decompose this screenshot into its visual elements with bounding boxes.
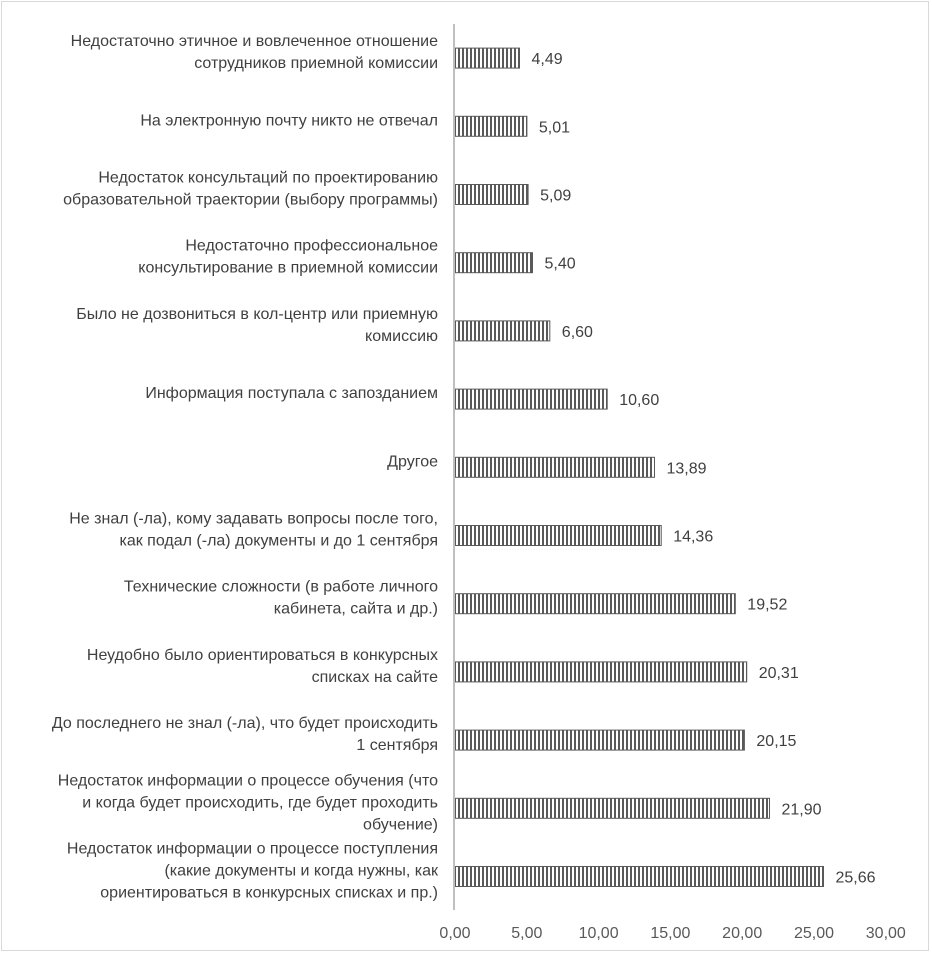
bar-3 bbox=[455, 185, 528, 205]
category-label-2 bbox=[140, 112, 438, 129]
category-label-7 bbox=[387, 453, 438, 470]
category-label-line: Другое bbox=[387, 453, 438, 471]
value-label-3: 5,09 bbox=[540, 187, 572, 205]
category-label-13 bbox=[67, 841, 439, 902]
value-label-13: 25,66 bbox=[835, 869, 876, 887]
category-label-1 bbox=[71, 33, 438, 72]
bar-1 bbox=[455, 48, 520, 68]
category-label-line: образовательной траектории (выбору программы) bbox=[63, 191, 438, 209]
bars-group bbox=[455, 48, 824, 886]
category-label-6 bbox=[145, 385, 438, 402]
category-label-10 bbox=[87, 647, 438, 686]
category-label-line: Неудобно было ориентироваться в конкурсных bbox=[86, 646, 438, 664]
category-label-line: Было не дозвониться в кол-центр или приемную bbox=[76, 305, 438, 323]
category-label-line: Информация поступала с запозданием bbox=[145, 385, 438, 403]
bar-2 bbox=[455, 116, 527, 136]
category-label-9 bbox=[124, 579, 438, 618]
category-label-line: До последнего не знал (-ла), что будет происходить bbox=[51, 715, 438, 733]
x-tick-label-1: 5,00 bbox=[511, 925, 543, 942]
category-label-line: Технические сложности (в работе личного bbox=[123, 578, 438, 596]
value-label-10: 20,31 bbox=[758, 664, 799, 682]
value-label-1: 4,49 bbox=[531, 51, 563, 69]
value-label-2: 5,01 bbox=[538, 119, 571, 137]
bar-6 bbox=[455, 389, 607, 409]
chart-area bbox=[1, 1, 929, 951]
bar-11 bbox=[455, 730, 744, 750]
bar-5 bbox=[455, 321, 550, 341]
category-label-line: Недостаточно профессиональное bbox=[185, 237, 438, 255]
bar-chart bbox=[2, 2, 932, 954]
category-label-11 bbox=[52, 715, 438, 754]
bar-12 bbox=[455, 798, 770, 818]
x-tick-label-3: 15,00 bbox=[650, 925, 691, 942]
category-label-line: Недостаток консультаций по проектированию bbox=[98, 169, 438, 187]
category-label-line: консультирование в приемной комиссии bbox=[138, 259, 438, 277]
category-label-line: списках на сайте bbox=[311, 668, 438, 686]
category-label-3 bbox=[63, 170, 438, 209]
x-tick-label-2: 10,00 bbox=[578, 925, 619, 942]
x-tick-label-5: 25,00 bbox=[793, 925, 835, 942]
category-label-line: ориентироваться в конкурсных списках и пр.) bbox=[100, 884, 438, 902]
category-label-line: (какие документы и когда нужны, как bbox=[164, 862, 438, 880]
bar-13 bbox=[455, 867, 824, 887]
x-tick-label-6: 30,00 bbox=[865, 925, 906, 942]
category-label-line: На электронную почту никто не отвечал bbox=[140, 112, 438, 130]
bar-10 bbox=[455, 662, 747, 682]
category-label-5 bbox=[76, 306, 438, 345]
category-label-line: Недостаток информации о процессе обучения (что bbox=[57, 772, 438, 790]
category-labels-group bbox=[52, 33, 439, 901]
x-tick-label-4: 20,00 bbox=[722, 925, 763, 942]
bar-8 bbox=[455, 526, 661, 546]
value-label-7: 13,89 bbox=[666, 460, 707, 478]
value-label-12: 21,90 bbox=[781, 801, 822, 819]
category-label-line: сотрудников приемной комиссии bbox=[194, 55, 438, 73]
bar-9 bbox=[455, 594, 735, 614]
category-label-4 bbox=[138, 238, 438, 277]
category-label-12 bbox=[58, 772, 438, 833]
value-label-9: 19,52 bbox=[747, 596, 788, 614]
bar-7 bbox=[455, 457, 655, 477]
x-tick-label-0: 0,00 bbox=[439, 925, 471, 942]
category-label-line: и когда будет происходить, где будет проходить bbox=[82, 794, 438, 812]
value-label-6: 10,60 bbox=[619, 392, 660, 410]
category-label-line: обучение) bbox=[363, 816, 438, 834]
x-axis-tick-labels bbox=[439, 925, 905, 942]
category-label-line: Не знал (-ла), кому задавать вопросы после того, bbox=[69, 510, 438, 528]
category-label-line: 1 сентября bbox=[356, 737, 438, 755]
category-label-line: кабинета, сайта и др.) bbox=[273, 600, 438, 618]
value-label-5: 6,60 bbox=[561, 323, 593, 341]
category-label-line: Недостаток информации о процессе поступления bbox=[66, 840, 438, 858]
category-label-line: Недостаточно этичное и вовлеченное отношение bbox=[70, 33, 438, 51]
value-label-8: 14,36 bbox=[673, 528, 714, 546]
value-label-11: 20,15 bbox=[756, 733, 797, 751]
bar-4 bbox=[455, 253, 533, 273]
value-label-4: 5,40 bbox=[544, 255, 576, 273]
category-label-line: комиссию bbox=[365, 327, 438, 345]
category-label-8 bbox=[69, 511, 438, 550]
category-label-line: как подал (-ла) документы и до 1 сентября bbox=[119, 532, 438, 550]
